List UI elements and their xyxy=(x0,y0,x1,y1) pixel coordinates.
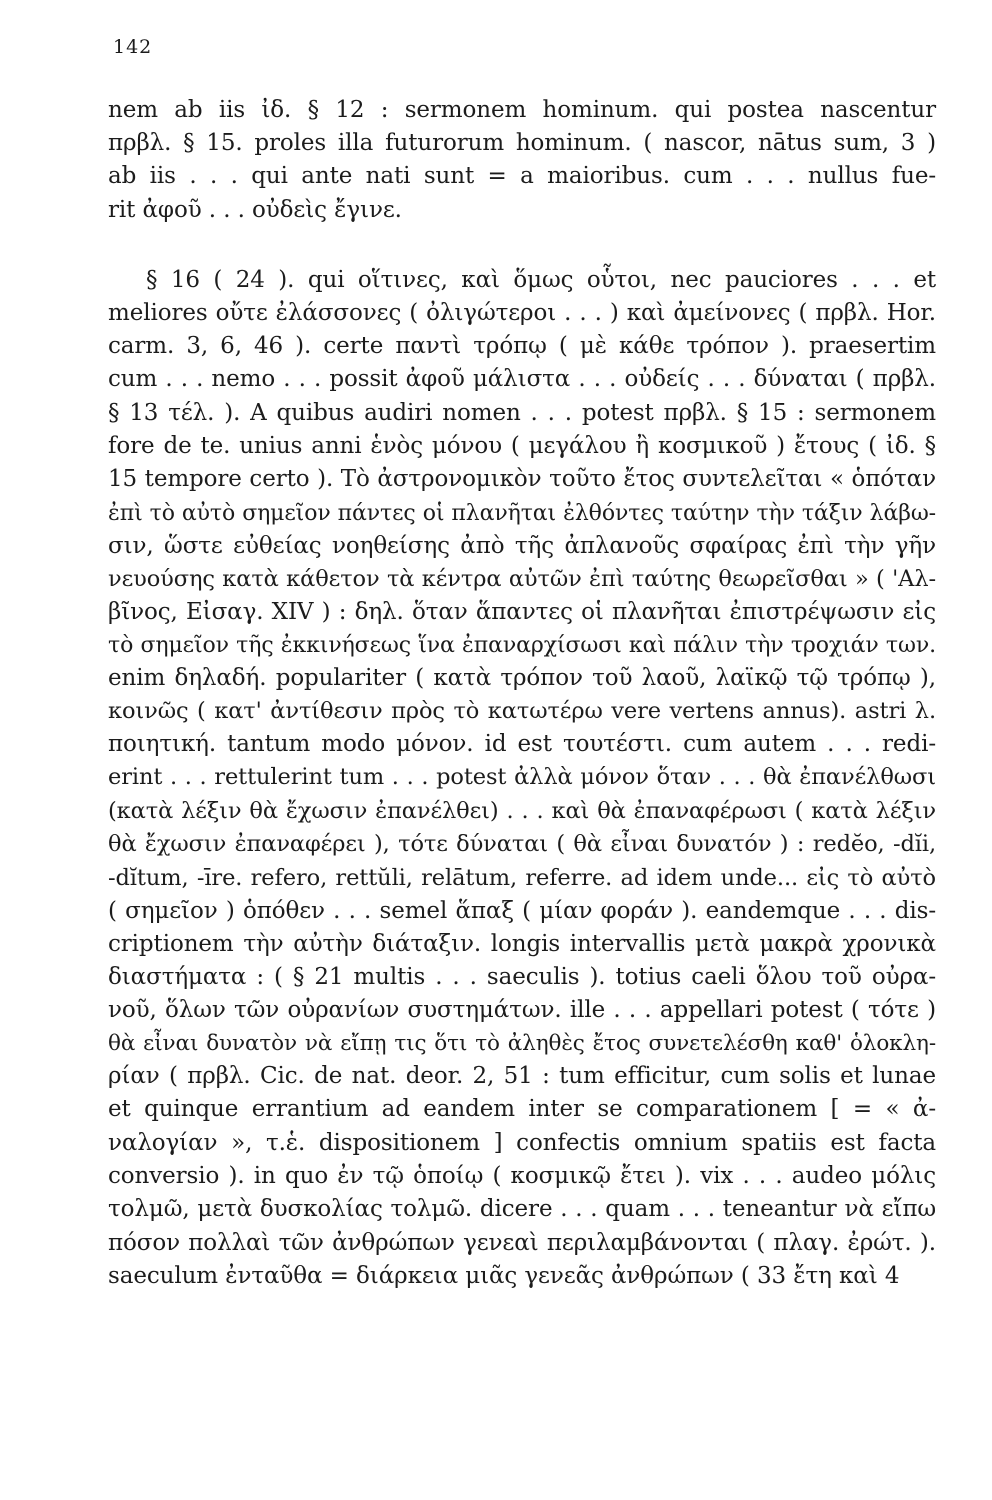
text-line: ἐπὶ τὸ αὐτὸ σημεῖον πάντες οἱ πλανῆται ἐλθόντες ταύτην τὴν τάξιν λάβω- xyxy=(108,501,936,526)
text-line: διαστήματα : ( § 21 multis . . . saeculis ). totius caeli ὅλου τοῦ οὐρα- xyxy=(108,964,936,990)
text-line: βῖνος, Εἰσαγ. XIV ) : δηλ. ὅταν ἅπαντες οἱ πλανῆται ἐπιστρέψωσιν εἰς xyxy=(108,599,936,625)
text-line: conversio ). in quo ἐν τῷ ὁποίῳ ( κοσμικῷ ἔτει ). vix . . . audeo μόλις xyxy=(108,1163,936,1189)
text-line: τὸ σημεῖον τῆς ἐκκινήσεως ἵνα ἐπαναρχίσωσι καὶ πάλιν τὴν τροχιάν των. xyxy=(108,633,936,658)
text-line: ναλογίαν », τ.ἑ. dispositionem ] confectis omnium spatiis est facta xyxy=(108,1130,936,1156)
text-line: carm. 3, 6, 46 ). certe παντὶ τρόπῳ ( μὲ κάθε τρόπον ). praesertim xyxy=(108,333,936,359)
text-line: (κατὰ λέξιν θὰ ἔχωσιν ἐπανέλθει) . . . καὶ θὰ ἐπαναφέρωσι ( κατὰ λέξιν xyxy=(108,798,936,824)
text-line: rit ἀφοῦ . . . οὐδεὶς ἔγινε. xyxy=(108,197,402,223)
text-line: criptionem τὴν αὐτὴν διάταξιν. longis intervallis μετὰ μακρὰ χρονικὰ xyxy=(108,931,936,957)
text-line: et quinque errantium ad eandem inter se comparationem [ = « ἀ- xyxy=(108,1096,936,1122)
text-line: πόσον πολλαὶ τῶν ἀνθρώπων γενεαὶ περιλαμβάνονται ( πλαγ. ἐρώτ. ). xyxy=(108,1230,936,1256)
text-line: σιν, ὥστε εὐθείας νοηθείσης ἀπὸ τῆς ἀπλανοῦς σφαίρας ἐπὶ τὴν γῆν xyxy=(108,533,936,559)
text-line: ρίαν ( πρβλ. Cic. de nat. deor. 2, 51 : tum efficitur, cum solis et lunae xyxy=(108,1063,936,1089)
text-line: cum . . . nemo . . . possit ἀφοῦ μάλιστα . . . οὐδείς . . . δύναται ( πρβλ. xyxy=(108,366,936,392)
text-line: νευούσης κατὰ κάθετον τὰ κέντρα αὐτῶν ἐπὶ ταύτης θεωρεῖσθαι » ( 'Αλ- xyxy=(108,566,936,592)
text-line: erint . . . rettulerint tum . . . potest ἀλλὰ μόνον ὅταν . . . θὰ ἐπανέλθωσι xyxy=(108,764,936,790)
text-line: § 16 ( 24 ). qui οἵτινες, καὶ ὅμως οὗτοι, nec pauciores . . . et xyxy=(146,267,936,293)
text-line: ( σημεῖον ) ὁπόθεν . . . semel ἅπαξ ( μίαν φοράν ). eandemque . . . dis- xyxy=(108,898,936,924)
text-line: ab iis . . . qui ante nati sunt = a maioribus. cum . . . nullus fue- xyxy=(108,163,936,189)
text-line: κοινῶς ( κατ' ἀντίθεσιν πρὸς τὸ κατωτέρω vere vertens annus). astri λ. xyxy=(108,698,936,724)
text-line: τολμῶ, μετὰ δυσκολίας τολμῶ. dicere . . . quam . . . teneantur νὰ εἴπω xyxy=(108,1196,936,1222)
page-number: 142 xyxy=(113,36,153,58)
text-line: enim δηλαδή. populariter ( κατὰ τρόπον τοῦ λαοῦ, λαϊκῷ τῷ τρόπῳ ), xyxy=(108,665,936,691)
text-line: saeculum ἐνταῦθα = διάρκεια μιᾶς γενεᾶς ἀνθρώπων ( 33 ἔτη καὶ 4 xyxy=(108,1263,900,1289)
text-line: nem ab iis ἰδ. § 12 : sermonem hominum. qui postea nascentur xyxy=(108,97,936,123)
text-line: 15 tempore certo ). Τὸ ἀστρονομικὸν τοῦτο ἔτος συντελεῖται « ὁπόταν xyxy=(108,466,936,492)
text-line: meliores οὔτε ἐλάσσονες ( ὀλιγώτεροι . . . ) καὶ ἀμείνονες ( πρβλ. Hor. xyxy=(108,300,936,326)
text-line: θὰ εἶναι δυνατὸν νὰ εἴπῃ τις ὅτι τὸ ἀληθὲς ἔτος συνετελέσθη καθ' ὁλοκλη- xyxy=(108,1031,936,1056)
text-line: -dĭtum, -īre. refero, rettŭli, relātum, referre. ad idem unde... εἰς τὸ αὐτὸ xyxy=(108,865,936,891)
text-line: ποιητική. tantum modo μόνον. id est τουτέστι. cum autem . . . redi- xyxy=(108,731,936,757)
text-line: fore de te. unius anni ἑνὸς μόνου ( μεγάλου ἢ κοσμικοῦ ) ἔτους ( ἰδ. § xyxy=(108,433,936,459)
text-line: νοῦ, ὅλων τῶν οὐρανίων συστημάτων. ille . . . appellari potest ( τότε ) xyxy=(108,997,936,1023)
text-line: πρβλ. § 15. proles illa futurorum hominum. ( nascor, nātus sum, 3 ) xyxy=(108,130,936,156)
text-line: § 13 τέλ. ). A quibus audiri nomen . . . potest πρβλ. § 15 : sermonem xyxy=(108,400,936,426)
text-line: θὰ ἔχωσιν ἐπαναφέρει ), τότε δύναται ( θὰ εἶναι δυνατόν ) : redĕo, -dĭi, xyxy=(108,831,936,857)
